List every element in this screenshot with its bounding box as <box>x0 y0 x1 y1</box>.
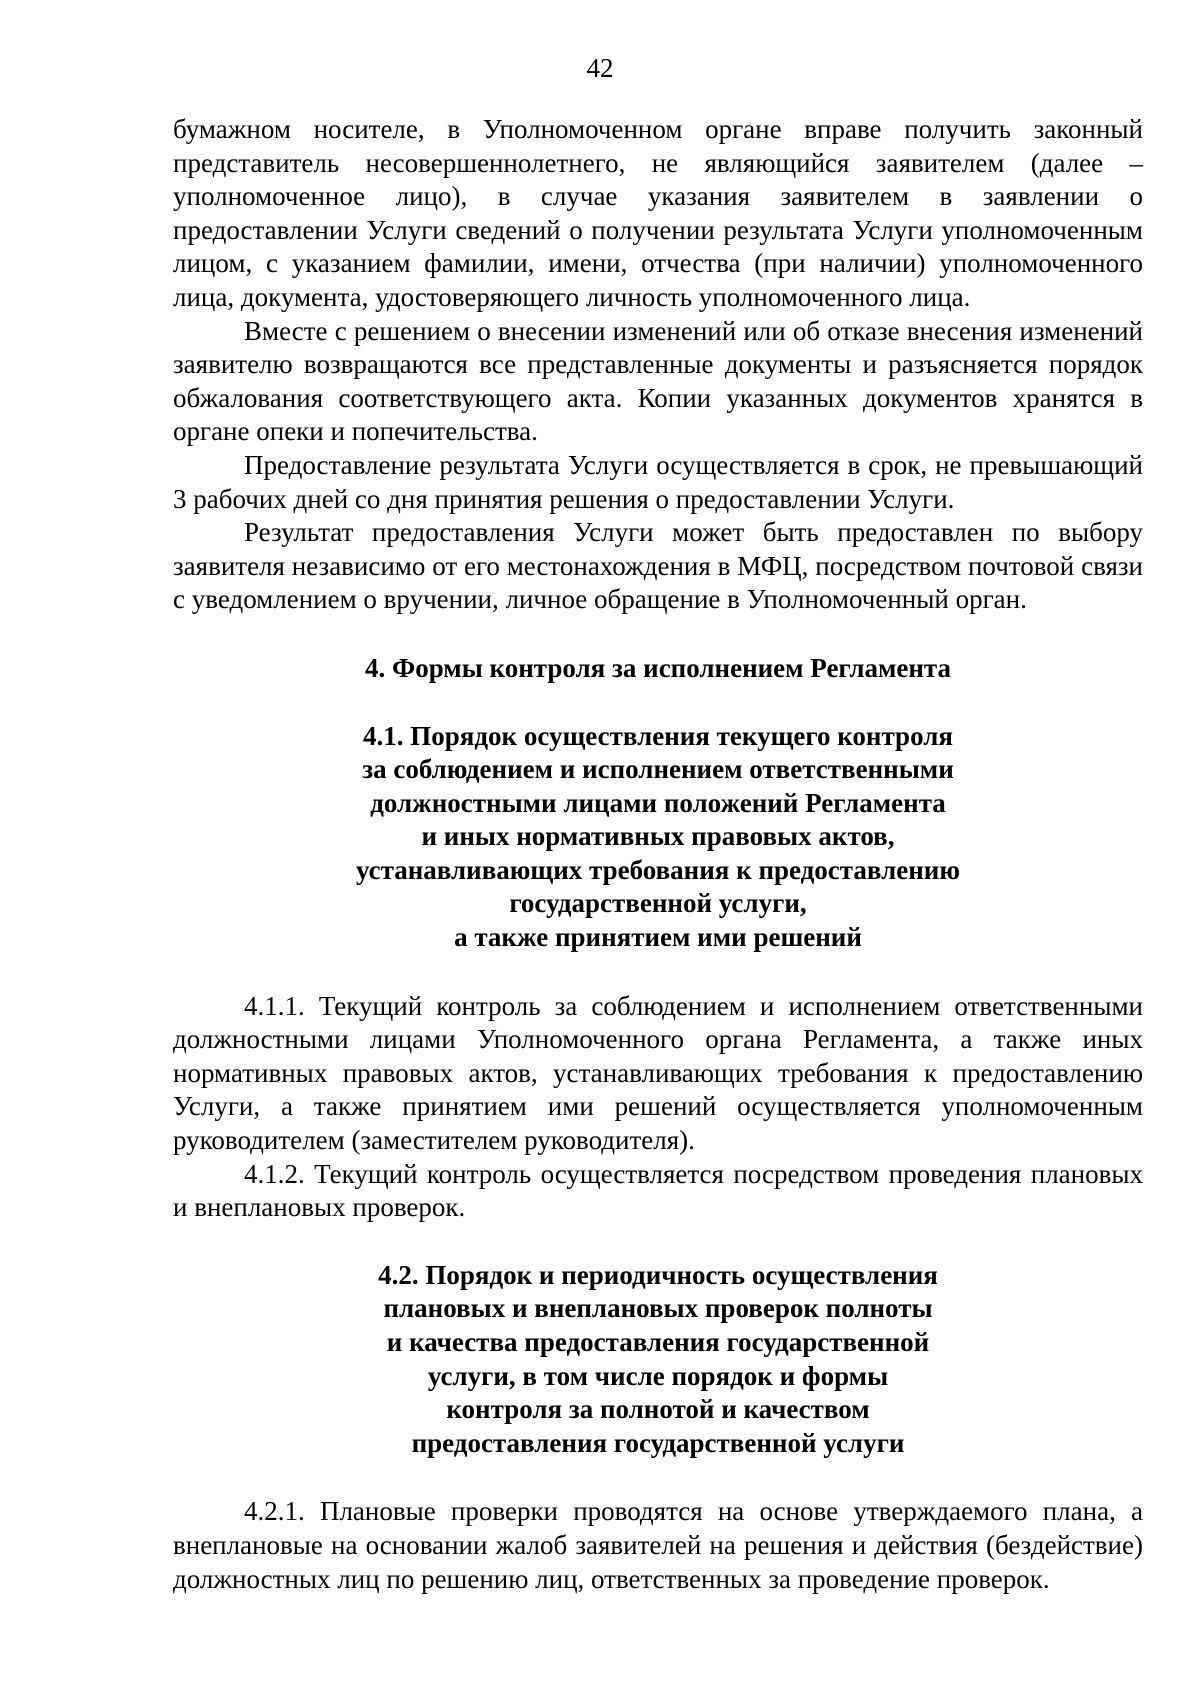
paragraph-4-2-1: 4.2.1. Плановые проверки проводятся на основе утверждаемого плана, а внеплановые на основании жалоб заявителей на решения и действия (бездействие) должностных лиц по решению лиц, ответственных за проведение проверок. <box>173 1496 1143 1594</box>
document-body <box>173 113 1143 1596</box>
section-4-2-heading <box>173 1259 1143 1461</box>
paragraph-continuation: бумажном носителе, в Уполномоченном органе вправе получить законный представитель несовершеннолетнего, не являющийся заявителем (далее – уполномоченное лицо), в случае указания заявителем в заявлении о предоставлении Услуги сведений о получении результата Услуги уполномоченным лицом, с указанием фамилии, имени, отчества (при наличии) уполномоченного лица, документа, удостоверяющего личность уполномоченного лица. <box>173 114 1143 312</box>
page-number: 42 <box>586 53 614 83</box>
heading-line: а также принятием ими решений <box>454 922 862 953</box>
section-4-heading: 4. Формы контроля за исполнением Регламента <box>365 652 951 683</box>
heading-line: плановых и внеплановых проверок полноты <box>383 1293 933 1324</box>
paragraph-documents-return: Вместе с решением о внесении изменений или об отказе внесения изменений заявителю возвращаются все представленные документы и разъясняется порядок обжалования соответствующего акта. Копии указанных документов хранятся в органе опеки и попечительства. <box>173 315 1143 447</box>
heading-line: и иных нормативных правовых актов, <box>421 821 895 852</box>
heading-line: 4.1. Порядок осуществления текущего контроля <box>363 720 953 751</box>
heading-line: 4.2. Порядок и периодичность осуществления <box>378 1259 938 1290</box>
heading-line: должностными лицами положений Регламента <box>370 787 946 818</box>
heading-line: контроля за полнотой и качеством <box>446 1394 870 1425</box>
heading-line: услуги, в том числе порядок и формы <box>427 1360 889 1391</box>
paragraph-4-1-2: 4.1.2. Текущий контроль осуществляется посредством проведения плановых и внеплановых проверок. <box>173 1158 1143 1223</box>
paragraph-4-1-1: 4.1.1. Текущий контроль за соблюдением и исполнением ответственными должностными лицами Уполномоченного органа Регламента, а также иных нормативных правовых актов, устанавливающих требования к предоставлению Услуги, а также принятием ими решений осуществляется уполномоченным руководителем (заместителем руководителя). <box>173 990 1143 1156</box>
heading-line: государственной услуги, <box>509 888 807 919</box>
heading-line: за соблюдением и исполнением ответственными <box>362 754 954 785</box>
heading-line: и качества предоставления государственной <box>386 1327 930 1357</box>
heading-line: предоставления государственной услуги <box>411 1427 905 1458</box>
heading-line: устанавливающих требования к предоставлению <box>355 854 960 885</box>
section-4-1-heading <box>173 720 1143 955</box>
paragraph-result-delivery: Результат предоставления Услуги может быть предоставлен по выбору заявителя независимо от его местонахождения в МФЦ, посредством почтовой связи с уведомлением о вручении, личное обращение в Уполномоченный орган. <box>173 517 1143 615</box>
paragraph-result-deadline: Предоставление результата Услуги осуществляется в срок, не превышающий 3 рабочих дней со дня принятия решения о предоставлении Услуги. <box>173 449 1143 514</box>
